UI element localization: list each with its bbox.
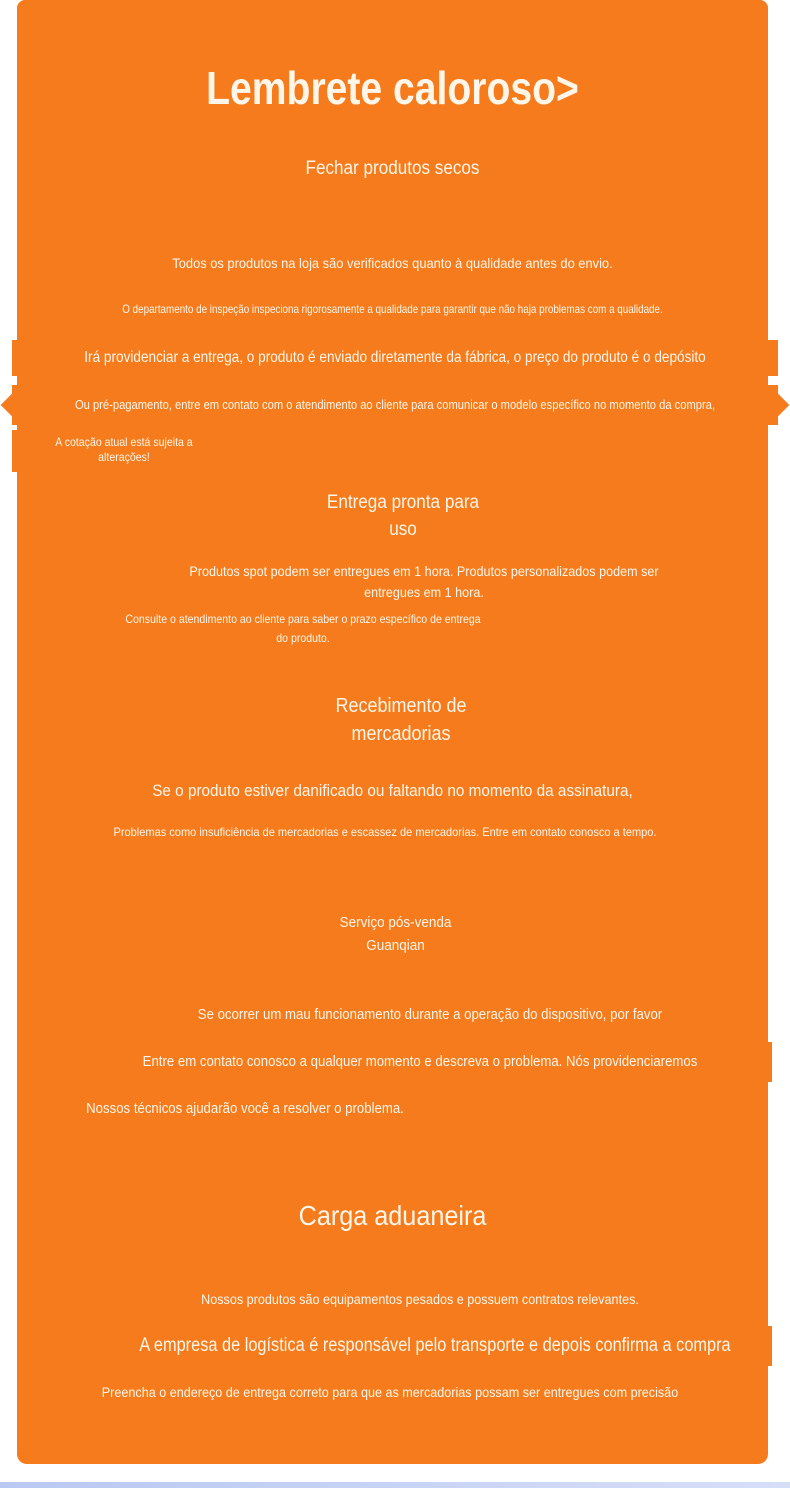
receiving-title: Recebimento de mercadorias — [335, 695, 467, 745]
highlight-band — [740, 1042, 772, 1082]
aftersales-line-1: Se ocorrer um mau funcionamento durante a operação do dispositivo, por favor — [197, 1006, 663, 1023]
subtitle: Fechar produtos secos — [305, 158, 480, 179]
aftersales-line-2: Entre em contato conosco a qualquer momento e descreva o problema. Nós providenciaremos — [142, 1053, 698, 1070]
receiving-line-2: Problemas como insuficiência de mercadorias e escassez de mercadorias. Entre em contato conosco a tempo. — [113, 825, 657, 839]
bottom-divider — [0, 1482, 790, 1488]
customs-title: Carga aduaneira — [298, 1200, 487, 1231]
delivery-title: Entrega pronta para uso — [326, 492, 480, 540]
aftersales-line-3: Nossos técnicos ajudarão você a resolver o problema. — [86, 1100, 404, 1117]
customs-line-3: Preencha o endereço de entrega correto para que as mercadorias possam ser entregues com precisão — [101, 1384, 679, 1400]
delivery-line-1: Produtos spot podem ser entregues em 1 hora. Produtos personalizados podem ser entregues em 1 hora. — [189, 563, 659, 600]
quality-line-4: Ou pré-pagamento, entre em contato com o atendimento ao cliente para comunicar o modelo específico no momento da compra, — [74, 397, 716, 412]
delivery-line-2: Consulte o atendimento ao cliente para saber o prazo específico de entrega do produto. — [125, 612, 481, 645]
customs-line-1: Nossos produtos são equipamentos pesados ​​e possuem contratos relevantes. — [201, 1291, 639, 1307]
quality-line-2: O departamento de inspeção inspeciona rigorosamente a qualidade para garantir que não haja problemas com a qualidade. — [122, 302, 663, 316]
quality-line-3: Irá providenciar a entrega, o produto é enviado diretamente da fábrica, o preço do produto é o depósito — [84, 349, 706, 366]
page-title: Lembrete caloroso> — [206, 62, 579, 114]
aftersales-title: Serviço pós-venda Guanqian — [339, 914, 452, 954]
quality-line-1: Todos os produtos na loja são verificados quanto à qualidade antes do envio. — [172, 255, 613, 271]
quality-line-5: A cotação atual está sujeita a alterações! — [55, 435, 193, 464]
customs-line-2: A empresa de logística é responsável pelo transporte e depois confirma a compra — [139, 1335, 731, 1356]
receiving-line-1: Se o produto estiver danificado ou faltando no momento da assinatura, — [152, 781, 633, 800]
